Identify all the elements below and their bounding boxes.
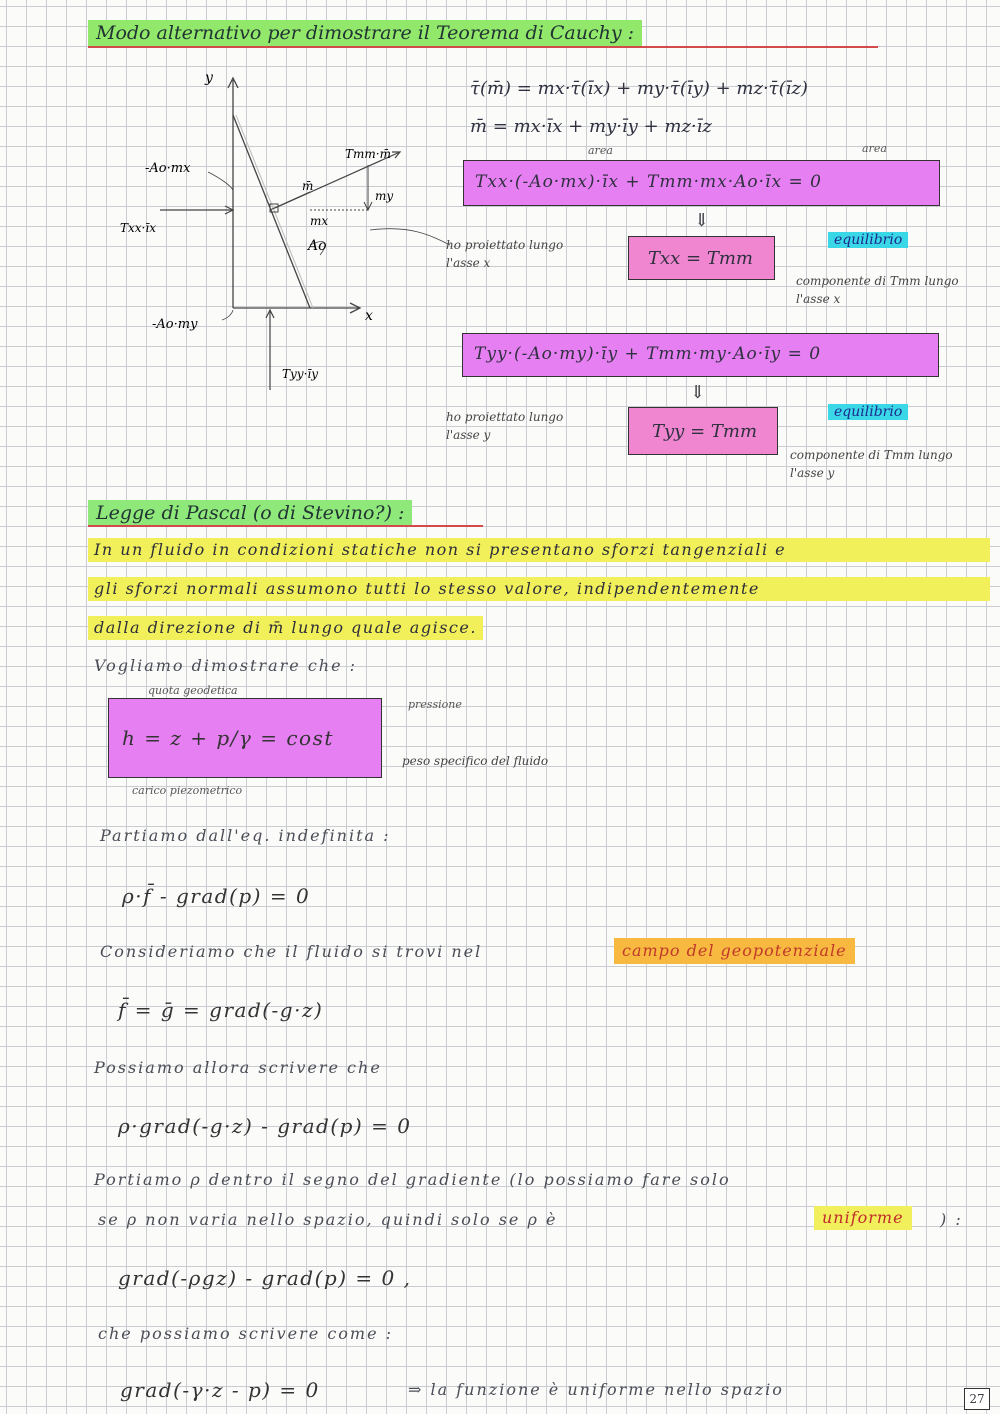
projected-y-note: ho proiettato lungo l'asse y (446, 410, 564, 442)
title-underline (88, 46, 878, 48)
m-vector-equation: m̄ = mx·īx + my·īy + mz·īz (470, 116, 712, 137)
implies-arrow-y: ⇓ (690, 382, 706, 403)
che-possiamo-text: che possiamo scrivere come : (98, 1324, 394, 1343)
portiamo-text-2: se ρ non varia nello spazio, quindi solo se ρ è (98, 1210, 558, 1229)
equilibrio-label-2: equilibrio (828, 404, 908, 420)
pressione-label: pressione (408, 698, 462, 711)
pascal-section-title: Legge di Pascal (o di Stevino?) : (88, 500, 412, 526)
partiamo-text: Partiamo dall'eq. indefinita : (100, 826, 391, 845)
equation-geopotential: f̄ = ḡ = grad(-g·z) (118, 998, 324, 1022)
result-y: Tyy = Tmm (652, 421, 758, 442)
equation-x: Txx·(-Ao·mx)·īx + Tmm·mx·Ao·īx = 0 (475, 172, 822, 192)
equation-gradient-combined: grad(-ρgz) - grad(p) = 0 , (118, 1266, 412, 1290)
implies-arrow-x: ⇓ (694, 210, 710, 231)
pascal-law-line-2: gli sforzi normali assumono tutti lo stesso valore, indipendentemente (88, 577, 990, 601)
axis-x-label: x (365, 308, 373, 324)
conclusion-text: ⇒ la funzione è uniforme nello spazio (408, 1380, 784, 1399)
component-x-note: componente di Tmm lungo l'asse x (796, 274, 959, 306)
consideriamo-text: Consideriamo che il fluido si trovi nel (100, 942, 483, 961)
label-ao-my: -Ao·my (152, 317, 198, 332)
portiamo-text-1: Portiamo ρ dentro il segno del gradiente (lo possiamo fare solo (94, 1170, 731, 1189)
label-txx-ix: Txx·īx (120, 221, 156, 235)
carico-piezometrico-label: carico piezometrico (132, 784, 243, 797)
equation-indefinite: ρ·f̄ - grad(p) = 0 (122, 884, 311, 908)
equation-y: Tyy·(-Ao·my)·īy + Tmm·my·Ao·īy = 0 (474, 344, 822, 364)
vogliamo-text: Vogliamo dimostrare che : (94, 656, 358, 675)
peso-specifico-label: peso specifico del fluido (402, 754, 549, 768)
area-label-1: area (588, 144, 613, 157)
page-title: Modo alternativo per dimostrare il Teorema di Cauchy : (88, 20, 642, 46)
component-y-note: componente di Tmm lungo l'asse y (790, 448, 953, 480)
label-mx: mx (310, 214, 329, 228)
pascal-title-underline (88, 525, 483, 527)
axis-y-label: y (205, 70, 213, 86)
label-tyy-iy: Tyy·īy (282, 367, 318, 381)
result-x: Txx = Tmm (648, 248, 753, 269)
quota-geodetica-label: quota geodetica (148, 684, 238, 697)
equilibrio-label-1: equilibrio (828, 232, 908, 248)
campo-geopotenziale-highlight: campo del geopotenziale (614, 938, 855, 964)
label-ao-mx: -Ao·mx (145, 161, 191, 176)
label-m-vec: m̄ (302, 179, 314, 193)
piezometric-equation: h = z + p/γ = cost (122, 726, 334, 750)
cauchy-equation: τ̄(m̄) = mx·τ̄(īx) + my·τ̄(īy) + mz·τ̄(īz) (470, 78, 808, 99)
label-tmm-m: Tmm·m̄ (345, 147, 391, 161)
page-number: 27 (964, 1388, 990, 1410)
uniforme-highlight: uniforme (814, 1206, 912, 1230)
possiamo-text: Possiamo allora scrivere che (94, 1058, 382, 1077)
equation-substituted: ρ·grad(-g·z) - grad(p) = 0 (118, 1114, 412, 1138)
pascal-law-line-1: In un fluido in condizioni statiche non si presentano sforzi tangenziali e (88, 538, 990, 562)
cauchy-tetrahedron-diagram (110, 60, 490, 390)
projected-x-note: ho proiettato lungo l'asse x (446, 238, 564, 270)
equation-final: grad(-γ·z - p) = 0 (120, 1378, 320, 1402)
portiamo-text-end: ) : (940, 1210, 963, 1229)
area-label-2: area (862, 142, 887, 155)
label-my: my (375, 189, 394, 203)
label-ao: Ao (308, 238, 327, 254)
pascal-law-line-3: dalla direzione di m̄ lungo quale agisce. (88, 616, 483, 640)
